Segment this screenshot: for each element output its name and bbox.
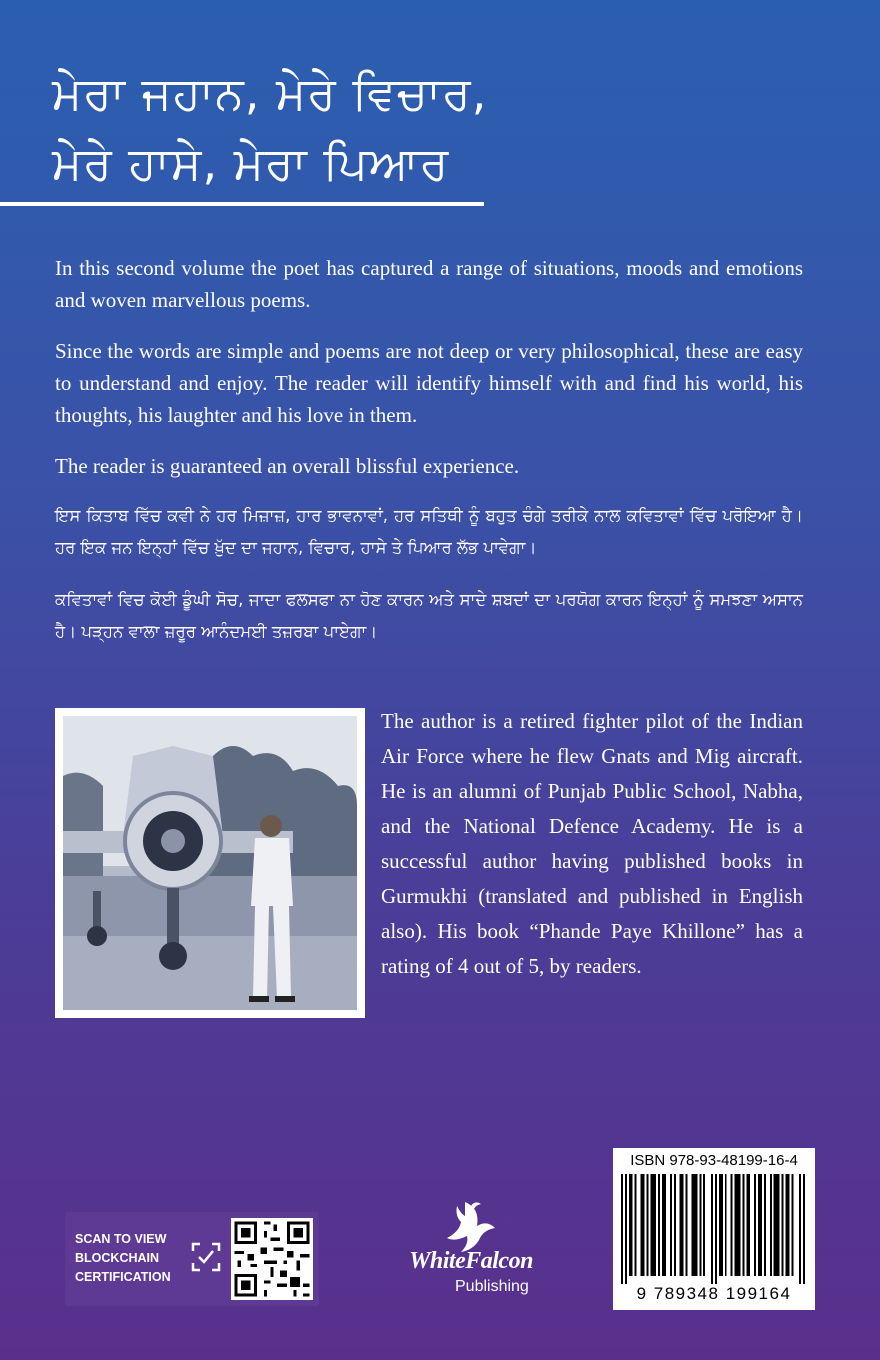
publisher-logo	[385, 1198, 557, 1310]
blurb-paragraph-2: Since the words are simple and poems are not deep or very philosophical, these are easy to understand and enjoy. The reader will identify himself with and find his world, his thoughts, his laughter and his love in them.	[55, 339, 803, 427]
blockchain-scan-panel[interactable]	[65, 1212, 319, 1306]
ean-number: 9 789348 199164	[636, 1284, 792, 1303]
qr-code[interactable]	[231, 1218, 313, 1300]
publisher-subtitle: Publishing	[455, 1278, 529, 1295]
isbn-barcode	[613, 1148, 815, 1310]
scan-label-line-1: SCAN TO VIEW	[75, 1232, 167, 1246]
title-divider	[0, 202, 484, 206]
book-title	[52, 58, 812, 198]
blurb-paragraph-1: In this second volume the poet has captured a range of situations, moods and emotions and woven marvellous poems.	[55, 256, 803, 312]
title-line-1: ਮੇਰਾ ਜਹਾਨ, ਮੇਰੇ ਵਿਚਾਰ,	[52, 66, 488, 120]
blurb-paragraph-3: The reader is guaranteed an overall blissful experience.	[55, 454, 520, 478]
author-bio: The author is a retired fighter pilot of the Indian Air Force where he flew Gnats and Mig aircraft. He is an alumni of Punjab Public School, Nabha, and the National Defence Academy. He is a successful author having published books in Gurmukhi (translated and published in English also). His book “Phande Paye Khillone” has a rating of 4 out of 5, by readers.	[381, 709, 803, 978]
scan-label	[75, 1230, 200, 1287]
barcode-bars	[621, 1174, 807, 1284]
isbn-label: ISBN 978-93-48199-16-4	[630, 1152, 798, 1169]
author-photo	[63, 716, 357, 1010]
blurb-paragraph-punjabi-2: ਕਵਿਤਾਵਾਂ ਵਿਚ ਕੋਈ ਡੂੰਘੀ ਸੋਚ, ਜਾਦਾ ਫਲਸਫਾ ਨਾ ਹੋਣ ਕਾਰਨ ਅਤੇ ਸਾਦੇ ਸ਼ਬਦਾਂ ਦਾ ਪਰਯੋਗ ਕਾਰਨ ਇਨ੍ਹਾਂ ਨੂੰ ਸਮਝਣਾ ਅਸਾਨ ਹੈ। ਪੜ੍ਹਨ ਵਾਲਾ ਜ਼ਰੂਰ ਆਨੰਦਮਈ ਤਜ਼ਰਬਾ ਪਾਏਗਾ।	[55, 590, 803, 641]
scan-label-line-2: BLOCKCHAIN	[75, 1251, 160, 1265]
title-line-2: ਮੇਰੇ ਹਾਸੇ, ਮੇਰਾ ਪਿਆਰ	[52, 136, 450, 190]
scan-label-line-3: CERTIFICATION	[75, 1270, 171, 1284]
blurb-paragraph-punjabi-1: ਇਸ ਕਿਤਾਬ ਵਿੱਚ ਕਵੀ ਨੇ ਹਰ ਮਿਜ਼ਾਜ਼, ਹਾਰ ਭਾਵਨਾਵਾਂ, ਹਰ ਸਤਿਥੀ ਨੂੰ ਬਹੁਤ ਚੰਗੇ ਤਰੀਕੇ ਨਾਲ ਕਵਿਤਾਵਾਂ ਵਿੱਚ ਪਰੋਇਆ ਹੈ। ਹਰ ਇਕ ਜਨ ਇਨ੍ਹਾਂ ਵਿੱਚ ਖ਼ੁੱਦ ਦਾ ਜਹਾਨ, ਵਿਚਾਰ, ਹਾਸੇ ਤੇ ਪਿਆਰ ਲੱਭ ਪਾਵੇਗਾ।	[55, 506, 803, 557]
scan-check-icon	[191, 1242, 221, 1272]
author-photo-frame	[55, 708, 365, 1018]
publisher-name: WhiteFalcon	[409, 1248, 533, 1274]
